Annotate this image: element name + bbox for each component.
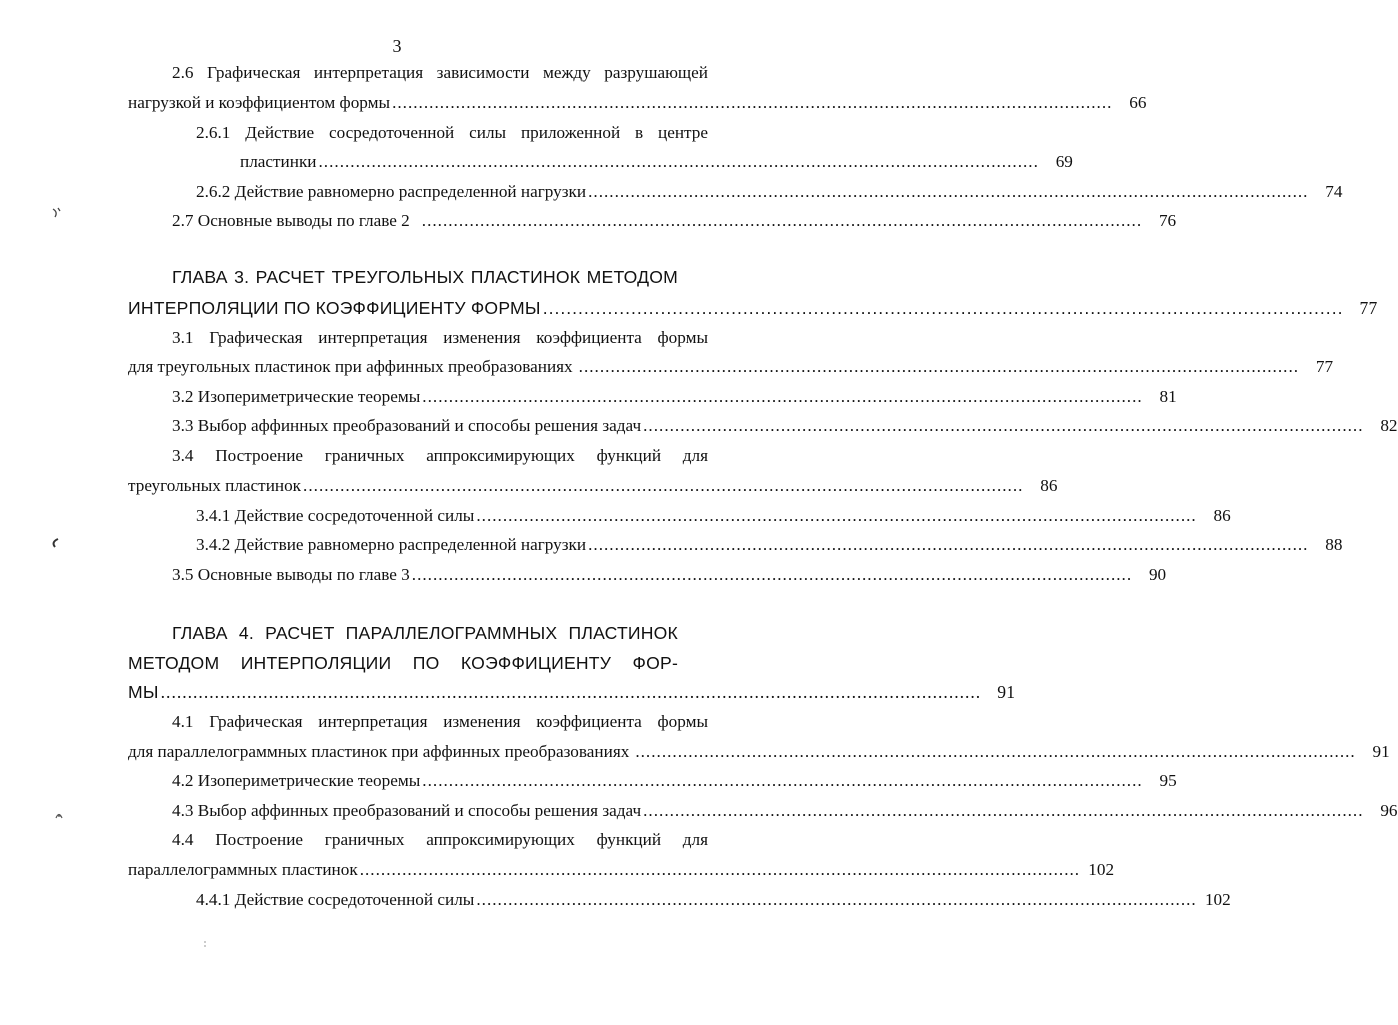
toc-2-6-2-text: 2.6.2 Действие равномерно распределенной нагрузки xyxy=(196,182,587,201)
chapter-4-line1: ГЛАВА 4. РАСЧЕТ ПАРАЛЛЕЛОГРАММНЫХ ПЛАСТИНОК xyxy=(172,623,678,643)
toc-4-4-line2: параллелограммных пластинок xyxy=(128,860,358,879)
page-ref: 102 xyxy=(1204,890,1231,909)
toc-2-6[interactable] xyxy=(128,92,1147,114)
page-ref: 102 xyxy=(1088,860,1115,879)
page-ref: 82 xyxy=(1380,416,1398,435)
leader-dots: ........................................................................................................................................ xyxy=(635,742,1356,761)
leader-dots: ........................................................................................................................................ xyxy=(643,416,1364,435)
toc-2-6-line1: 2.6 Графическая интерпретация зависимости между разрушающей xyxy=(172,63,708,82)
leader-dots: ........................................................................................................................................ xyxy=(476,506,1197,525)
toc-2-7[interactable] xyxy=(172,210,1177,232)
toc-4-4-1-text: 4.4.1 Действие сосредоточенной силы xyxy=(196,890,475,909)
page-number: 3 xyxy=(392,36,402,56)
leader-dots: ........................................................................................................................................ xyxy=(476,890,1197,909)
page-ref: 77 xyxy=(1359,298,1378,318)
chapter-4-line3: МЫ xyxy=(128,682,159,702)
chapter-3-line1: ГЛАВА 3. РАСЧЕТ ТРЕУГОЛЬНЫХ ПЛАСТИНОК МЕТОДОМ xyxy=(172,267,678,287)
toc-3-4-line1: 3.4 Построение граничных аппроксимирующих функций для xyxy=(172,446,708,465)
toc-3-4[interactable] xyxy=(128,475,1058,497)
toc-4-4-line1: 4.4 Построение граничных аппроксимирующих функций для xyxy=(172,830,708,849)
chapter-4-line2: МЕТОДОМ ИНТЕРПОЛЯЦИИ ПО КОЭФФИЦИЕНТУ ФОР- xyxy=(128,653,678,673)
page-ref: 88 xyxy=(1325,535,1343,554)
chapter-3[interactable] xyxy=(128,297,1378,319)
toc-2-6-1-line1: 2.6.1 Действие сосредоточенной силы приложенной в центре xyxy=(196,123,708,142)
toc-3-1[interactable] xyxy=(128,356,1334,378)
page-ref: 76 xyxy=(1158,211,1177,230)
leader-dots: ........................................................................................................................................ xyxy=(422,387,1143,406)
leader-dots: ........................................................................................................................................ xyxy=(542,298,1344,318)
leader-dots: ........................................................................................................................................................ xyxy=(160,682,982,702)
page-ref: 96 xyxy=(1380,801,1398,820)
leader-dots: ........................................................................................................................................ xyxy=(359,860,1081,879)
page-ref: 69 xyxy=(1055,152,1073,171)
page-ref: 90 xyxy=(1148,565,1167,584)
toc-3-4-2[interactable] xyxy=(196,534,1343,556)
toc-3-4-line2: треугольных пластинок xyxy=(128,476,302,495)
toc-3-3-text: 3.3 Выбор аффинных преобразований и способы решения задач xyxy=(172,416,642,435)
toc-4-3[interactable] xyxy=(172,800,1398,822)
page-ref: 77 xyxy=(1315,357,1334,376)
toc-3-2-text: 3.2 Изопериметрические теоремы xyxy=(172,387,421,406)
scan-speck xyxy=(202,940,208,948)
leader-dots: ........................................................................................................................................ xyxy=(578,357,1300,376)
toc-2-6-2[interactable] xyxy=(196,181,1343,203)
leader-dots: ........................................................................................................................................ xyxy=(588,535,1309,554)
toc-3-4-1-text: 3.4.1 Действие сосредоточенной силы xyxy=(196,506,475,525)
scan-speck xyxy=(50,206,64,220)
toc-3-5[interactable] xyxy=(172,564,1167,586)
toc-2-6-1-line2: пластинки xyxy=(240,152,317,171)
toc-3-1-line1: 3.1 Графическая интерпретация изменения коэффициента формы xyxy=(172,328,708,347)
toc-3-4-1[interactable] xyxy=(196,505,1231,527)
chapter-4[interactable] xyxy=(128,681,1016,703)
page-ref: 66 xyxy=(1129,93,1147,112)
toc-3-3[interactable] xyxy=(172,415,1398,437)
leader-dots: ........................................................................................................................................ xyxy=(411,565,1133,584)
toc-4-2-text: 4.2 Изопериметрические теоремы xyxy=(172,771,421,790)
page-ref: 86 xyxy=(1040,476,1058,495)
toc-4-4[interactable] xyxy=(128,859,1115,881)
toc-3-2[interactable] xyxy=(172,386,1177,408)
toc-4-1-line2: для параллелограммных пластинок при аффинных преобразованиях xyxy=(128,742,630,761)
toc-3-4-2-text: 3.4.2 Действие равномерно распределенной нагрузки xyxy=(196,535,587,554)
toc-2-7-text: 2.7 Основные выводы по главе 2 xyxy=(172,211,410,230)
page-ref: 86 xyxy=(1213,506,1231,525)
leader-dots: ........................................................................................................................................ xyxy=(643,801,1364,820)
toc-4-2[interactable] xyxy=(172,770,1177,792)
toc-3-1-line2: для треугольных пластинок при аффинных преобразованиях xyxy=(128,357,573,376)
chapter-3-line2: ИНТЕРПОЛЯЦИИ ПО КОЭФФИЦИЕНТУ ФОРМЫ xyxy=(128,298,541,318)
toc-3-5-text: 3.5 Основные выводы по главе 3 xyxy=(172,565,410,584)
page-ref: 95 xyxy=(1159,771,1177,790)
leader-dots: ........................................................................................................................................ xyxy=(303,476,1024,495)
page-ref: 91 xyxy=(1372,742,1390,761)
toc-4-3-text: 4.3 Выбор аффинных преобразований и способы решения задач xyxy=(172,801,642,820)
toc-4-1-line1: 4.1 Графическая интерпретация изменения коэффициента формы xyxy=(172,712,708,731)
page-ref: 74 xyxy=(1325,182,1343,201)
leader-dots: ........................................................................................................................................ xyxy=(421,211,1143,230)
leader-dots: ........................................................................................................................................ xyxy=(392,93,1113,112)
leader-dots: ........................................................................................................................................ xyxy=(422,771,1143,790)
page-ref: 81 xyxy=(1159,387,1177,406)
page-ref: 91 xyxy=(997,682,1016,702)
scan-speck xyxy=(48,536,62,550)
scan-speck xyxy=(52,808,66,822)
toc-4-4-1[interactable] xyxy=(196,889,1231,911)
toc-2-6-line2: нагрузкой и коэффициентом формы xyxy=(128,93,391,112)
toc-2-6-1[interactable] xyxy=(240,151,1073,173)
leader-dots: ........................................................................................................................................ xyxy=(318,152,1039,171)
toc-4-1[interactable] xyxy=(128,741,1390,763)
leader-dots: ........................................................................................................................................ xyxy=(588,182,1309,201)
